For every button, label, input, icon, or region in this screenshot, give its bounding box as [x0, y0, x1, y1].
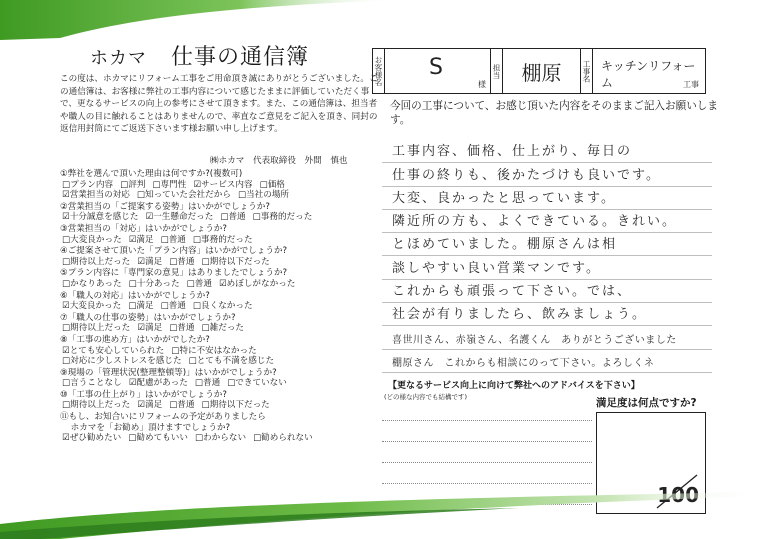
question-title: ⑩「工事の仕上がり」はいかがでしょうか?: [60, 389, 227, 400]
comment-line: [382, 233, 712, 256]
question-option[interactable]: □期待以上だった: [62, 323, 131, 334]
comment-text: 仕事の終りも、後かたづけも良いです。: [392, 167, 661, 183]
question-item: [60, 412, 380, 444]
question-option[interactable]: □勧められない: [253, 433, 313, 444]
question-option[interactable]: □プラン内容: [62, 179, 114, 190]
question-options: [60, 400, 380, 411]
question-options: [60, 212, 380, 223]
question-option[interactable]: ☑満足: [137, 323, 163, 334]
intro-text: この度は、ホカマにリフォーム工事をご用命頂き誠にありがとうございました。この通信簿は、お客様に弊社の工事内容について感じたままに評価していただく事で、更なるサービスの向上の参考にさせて頂きます。また、この通信簿は、担当者や職人の目に触れることはありませんので、率直なご意見をご記入を頂き、同封の返信用封筒にてご返送下さいます様お願い申し上げます。: [60, 74, 378, 135]
comment-text: 社会が有りましたら、飲みましょう。: [392, 307, 648, 323]
question-option[interactable]: ☑めぼしがなかった: [218, 278, 296, 289]
question-option[interactable]: □わからない: [194, 433, 247, 444]
comment-text: とほめていました。棚原さんは相: [392, 237, 618, 253]
question-option[interactable]: ☑大変良かった: [62, 301, 122, 312]
question-options: [60, 346, 380, 357]
customer-cell: [373, 49, 491, 93]
question-option[interactable]: □普通: [186, 278, 212, 289]
advice-line: [382, 442, 592, 463]
question-option[interactable]: ☑ぜひ勧めたい: [62, 433, 122, 444]
question-title: ②営業担当の「ご提案する姿勢」はいかがでしょうか?: [60, 201, 270, 212]
question-option[interactable]: □雑だった: [201, 323, 244, 334]
question-option[interactable]: □大変良かった: [62, 234, 122, 245]
comment-line: [382, 187, 712, 210]
comment-text: 大変、良かったと思っています。: [392, 190, 616, 206]
title-text: 仕事の通信簿: [171, 45, 310, 70]
question-title: ⑪もし、お知合いにリフォームの予定がありましたら: [60, 412, 266, 423]
page-title: [90, 40, 309, 71]
question-title: ④ご提案させて頂いた「プラン内容」はいかがでしょうか?: [60, 246, 288, 257]
question-title: ⑨現場の「管理状況(整理整頓等)」はいかがでしょうか?: [60, 367, 277, 378]
handwritten-comment: [382, 140, 712, 373]
question-option[interactable]: □普通: [220, 212, 246, 223]
question-title: ⑥「職人の対応」はいかがでしょうか?: [60, 290, 210, 301]
question-title: ⑧「工事の進め方」はいかがでしたか?: [60, 334, 210, 345]
question-options: [60, 356, 380, 367]
brand-name: ホカマ: [90, 48, 147, 69]
question-option[interactable]: ホカマを「お勧め」頂けますでしょうか?: [62, 422, 231, 433]
question-option[interactable]: □普通: [160, 234, 186, 245]
question-option[interactable]: □当社の場所: [237, 190, 290, 201]
question-item: [60, 246, 380, 267]
comment-line: [382, 350, 712, 373]
staff-cell: [491, 49, 581, 93]
question-title: ①弊社を選んで頂いた理由は何ですか?(複数可): [60, 169, 243, 179]
question-item: [60, 268, 380, 289]
comment-line: [382, 163, 712, 186]
staff-label: 担当: [491, 49, 503, 93]
question-option[interactable]: □期待以上だった: [62, 400, 131, 411]
question-option[interactable]: ☑十分誠意を感じた: [62, 212, 139, 223]
satisfaction-title: 満足度は何点ですか?: [596, 397, 697, 409]
question-option[interactable]: □普通: [169, 256, 195, 267]
comment-line: [382, 256, 712, 279]
comment-line: [382, 280, 712, 303]
question-option[interactable]: ☑満足: [128, 234, 154, 245]
question-item: [60, 169, 380, 201]
question-option[interactable]: ☑サービス内容: [193, 179, 253, 190]
questionnaire: [60, 169, 380, 445]
question-item: [60, 291, 380, 312]
sama-label: 様: [478, 80, 486, 89]
advice-line: [382, 400, 592, 421]
question-option[interactable]: □普通: [169, 400, 195, 411]
question-option[interactable]: □知っていた会社だから: [136, 190, 231, 201]
customer-label: お客様名: [373, 49, 385, 93]
question-item: [60, 224, 380, 245]
question-title: ⑤プラン内容に「専門家の意見」はありましたでしょうか?: [60, 268, 288, 279]
question-item: [60, 335, 380, 367]
question-option[interactable]: □勧めてもいい: [128, 433, 188, 444]
question-options: [60, 433, 380, 444]
question-option[interactable]: ☑配慮があった: [128, 378, 188, 389]
comment-line: [382, 210, 712, 233]
advice-line: [382, 421, 592, 442]
question-option[interactable]: □普通: [194, 378, 221, 389]
question-option[interactable]: □期待以上だった: [62, 256, 131, 267]
comment-text: 隣近所の方も、よくできている。きれい。: [392, 214, 678, 230]
question-options: [60, 301, 380, 312]
comment-line: [382, 326, 712, 349]
work-cell: [581, 49, 705, 93]
question-option[interactable]: □価格: [259, 179, 285, 190]
question-option[interactable]: ☑とても安心していられた: [62, 345, 165, 356]
question-option[interactable]: □できていない: [227, 378, 287, 389]
comment-line: [382, 303, 712, 326]
comment-text: 棚原さん これからも相談にのって下さい。よろしくネ: [392, 357, 655, 369]
comment-text: 喜世川さん、赤嶺さん、名護くん ありがとうございました: [392, 334, 677, 346]
question-options: [60, 423, 380, 434]
question-item: [60, 313, 380, 334]
work-name: キッチンリフォーム: [601, 59, 696, 90]
question-option[interactable]: □普通: [169, 323, 195, 334]
question-option[interactable]: □専門性: [152, 179, 187, 190]
top-green-swoosh: [0, 0, 400, 40]
question-option[interactable]: □評判: [120, 179, 146, 190]
question-item: [60, 368, 380, 389]
question-option[interactable]: □特に不安はなかった: [171, 345, 257, 356]
koji-label: 工事: [683, 80, 699, 89]
question-options: [60, 257, 380, 268]
question-options: [60, 279, 380, 290]
question-option[interactable]: □期待以下だった: [201, 400, 270, 411]
question-options: [60, 235, 380, 246]
comment-text: 工事内容、価格、仕上がり、毎日の: [392, 144, 633, 160]
question-option[interactable]: ☑一生懸命だった: [145, 212, 214, 223]
question-option[interactable]: □期待以下だった: [201, 256, 270, 267]
question-option[interactable]: □とても不満を感じた: [188, 356, 275, 367]
question-option[interactable]: □良くなかった: [192, 301, 253, 312]
question-option[interactable]: □十分あった: [128, 278, 180, 289]
question-option[interactable]: □事務的だった: [252, 212, 313, 223]
question-option[interactable]: □かなりあった: [62, 278, 122, 289]
signature: ㈱ホカマ 代表取締役 外間 慎也: [210, 156, 348, 166]
question-title: ③営業担当の「対応」はいかがでしょうか?: [60, 223, 227, 234]
question-option[interactable]: □対応に少しストレスを感じた: [62, 356, 182, 367]
question-option[interactable]: ☑満足: [137, 256, 163, 267]
question-title: ⑦「職人の仕事の姿勢」はいかがでしょうか?: [60, 312, 236, 323]
question-options: [60, 378, 380, 389]
question-option[interactable]: ☑満足: [137, 400, 163, 411]
comment-text: 談しやすい良い営業マンです。: [392, 260, 601, 276]
work-label: 工事名: [581, 49, 593, 93]
advice-title: 【更なるサービス向上に向けて弊社へのアドバイスを下さい】: [388, 381, 640, 391]
comment-prompt: 今回の工事について、お感じ頂いた内容をそのままご記入お願いします。: [390, 100, 718, 126]
question-option[interactable]: ☑営業担当の対応: [62, 190, 130, 201]
question-options: [60, 190, 380, 201]
question-item: [60, 390, 380, 411]
advice-line: [382, 463, 592, 484]
advice-note: (どの様な内容でも結構です): [384, 393, 468, 401]
staff-name: 棚原: [521, 60, 562, 85]
question-item: [60, 202, 380, 223]
customer-name: S: [429, 55, 443, 80]
bottom-green-swoosh: [0, 488, 762, 539]
question-option[interactable]: □普通: [160, 301, 186, 312]
info-header-box: [372, 48, 706, 94]
question-options: [60, 180, 380, 191]
comment-text: これからも頑張って下さい。では、: [392, 284, 633, 300]
question-option[interactable]: □満足: [128, 301, 154, 312]
question-option[interactable]: □言うことなし: [62, 378, 122, 389]
question-option[interactable]: □事務的だった: [192, 234, 253, 245]
comment-line: [382, 140, 712, 163]
question-options: [60, 323, 380, 334]
